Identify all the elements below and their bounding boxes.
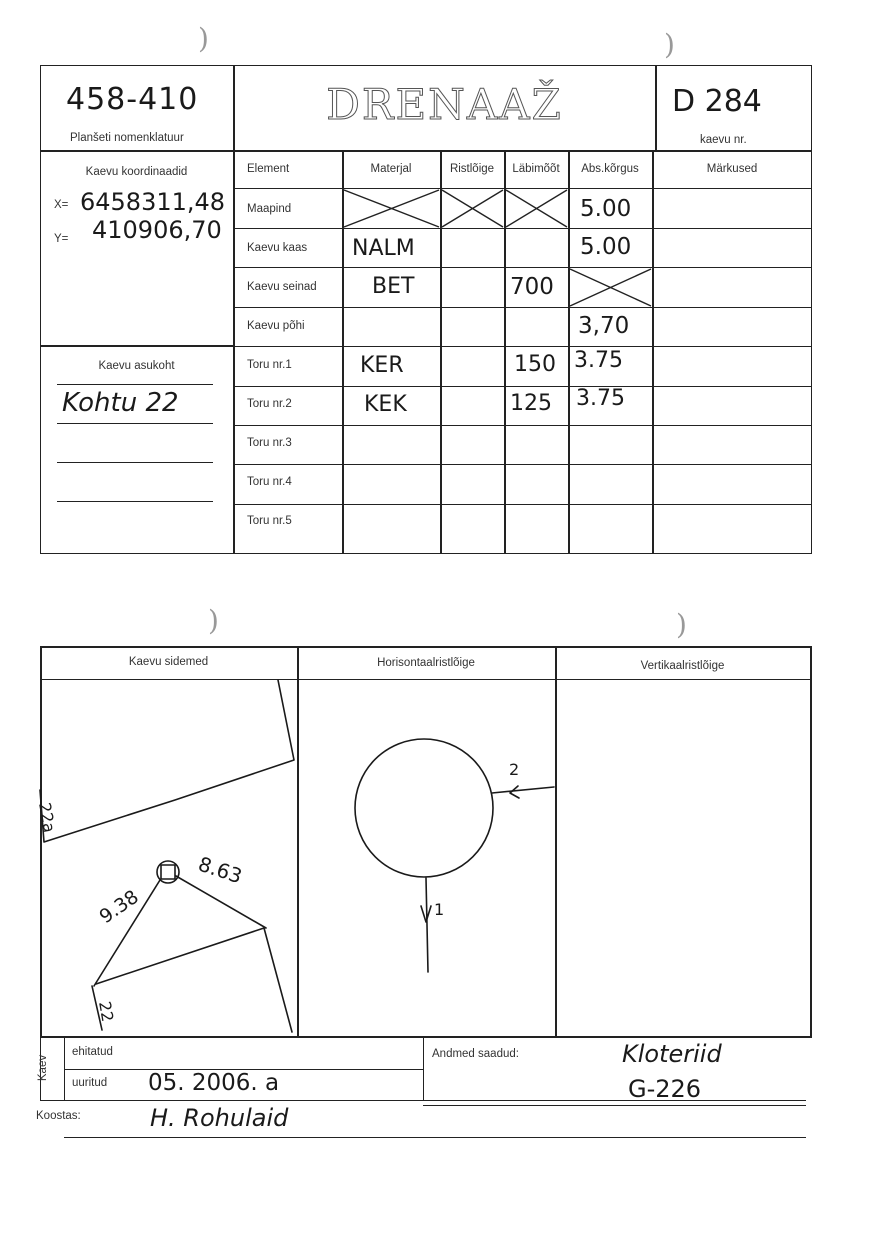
built-label: ehitatud [72, 1046, 113, 1058]
cell-abs-height: 3.75 [574, 348, 623, 373]
cell-abs-height: 5.00 [580, 234, 632, 260]
well-section-circle [355, 739, 493, 877]
location-label: Kaevu asukoht [98, 360, 175, 372]
col-header-element: Element [247, 163, 290, 175]
pipe-2-line [492, 787, 554, 793]
compiled-label: Koostas: [36, 1110, 81, 1122]
row-element-label: Toru nr.1 [247, 359, 292, 371]
cell-material: KER [360, 353, 404, 378]
well-symbol-square [161, 865, 175, 879]
col-header-section: Ristlõige [449, 163, 495, 175]
map-sheet-value: 458-410 [66, 82, 199, 117]
footer-line [64, 1137, 806, 1138]
distance-left-label: 9.38 [95, 885, 143, 929]
punch-hole-mark: ) [664, 28, 675, 61]
punch-hole-mark: ) [208, 604, 219, 637]
col-header-notes: Märkused [706, 163, 758, 175]
cell-abs-height: 3.75 [576, 386, 625, 411]
pipe-1-label: 1 [434, 900, 445, 919]
coord-x-value: 6458311,48 [80, 188, 226, 216]
building-outline [40, 680, 294, 842]
data-received-value-2: G-226 [628, 1075, 702, 1103]
cell-diameter: 125 [510, 391, 552, 416]
data-received-label: Andmed saadud: [432, 1048, 519, 1060]
compiled-value: H. Rohulaid [150, 1104, 289, 1132]
coords-label: Kaevu koordinaadid [85, 166, 188, 178]
footer-line [423, 1105, 806, 1106]
row-element-label: Kaevu seinad [247, 281, 317, 293]
well-number-label: kaevu nr. [700, 134, 747, 146]
row-element-label: Toru nr.3 [247, 437, 292, 449]
cell-abs-height: 3,70 [578, 313, 630, 339]
pipe-2-label: 2 [509, 760, 520, 779]
distance-right-label: 8.63 [195, 851, 246, 889]
building-lower-label: 22 [95, 999, 118, 1024]
location-value: Kohtu 22 [62, 388, 179, 418]
cell-material: NALM [352, 236, 415, 261]
coord-x-label: X= [54, 199, 69, 211]
footer-line [64, 1037, 65, 1101]
cell-abs-height: 5.00 [580, 196, 632, 222]
building-upper-label: 22a [35, 800, 60, 835]
cell-material: KEK [364, 392, 407, 417]
col-header-diameter: Läbimõõt [512, 163, 560, 175]
well-number-value: D 284 [672, 84, 762, 119]
row-element-label: Toru nr.2 [247, 398, 292, 410]
map-sheet-label: Planšeti nomenklatuur [70, 132, 184, 144]
surveyed-label: uuritud [72, 1077, 108, 1089]
punch-hole-mark: ) [198, 22, 209, 55]
cell-diameter: 700 [510, 274, 554, 300]
distance-line [176, 876, 266, 928]
pipe-1-line [426, 878, 428, 972]
pipe-2-arrow [510, 786, 519, 798]
col-header-material: Materjal [370, 163, 412, 175]
row-element-label: Maapind [247, 203, 292, 215]
row-element-label: Kaevu põhi [247, 320, 305, 332]
kaev-label: Kaev [37, 1054, 50, 1082]
punch-hole-mark: ) [676, 608, 687, 641]
row-element-label: Toru nr.4 [247, 476, 292, 488]
cell-material: BET [372, 274, 415, 299]
sketch-col2-label: Horisontaalristlõige [377, 657, 475, 669]
row-element-label: Toru nr.5 [247, 515, 292, 527]
surveyed-value: 05. 2006. a [148, 1070, 280, 1096]
sketch-col3-label: Vertikaalristlõige [640, 660, 725, 672]
footer-line [423, 1037, 424, 1101]
cell-diameter: 150 [514, 352, 556, 377]
col-header-abs-height: Abs.kõrgus [581, 163, 639, 175]
coord-y-value: 410906,70 [92, 216, 222, 244]
data-received-value-1: Kloteriid [622, 1040, 722, 1068]
page-title: DRENAAŽ [326, 80, 563, 129]
row-element-label: Kaevu kaas [247, 242, 308, 254]
lot-outline [96, 928, 292, 1032]
sketch-col1-label: Kaevu sidemed [128, 656, 209, 668]
coord-y-label: Y= [54, 233, 69, 245]
